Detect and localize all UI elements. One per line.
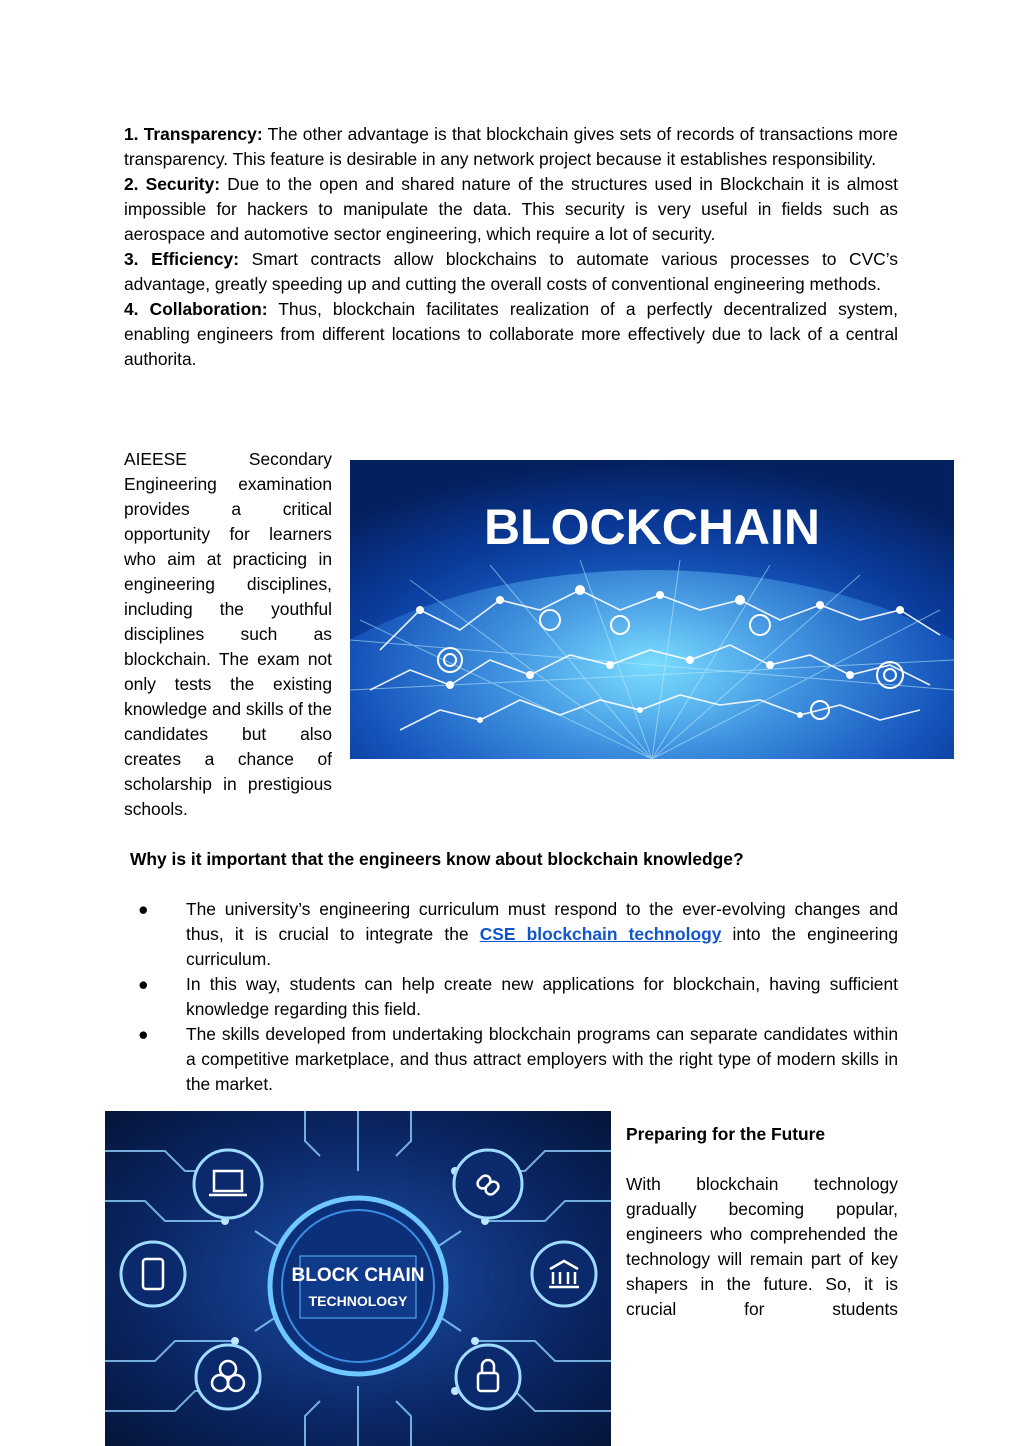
cse-blockchain-technology-link[interactable]: CSE blockchain technology — [479, 924, 722, 944]
future-paragraph: With blockchain technology gradually becoming popular, engineers who comprehended the technology will remain part of key shapers in the future. So, it is crucial for students — [626, 1174, 898, 1319]
aieese-paragraph: AIEESE Secondary Engineering examination provides a critical opportunity for learners who aim at practicing in engineering disciplines, including the youthful disciplines such as blockchain. The exam not only tests the existing knowledge and skills of the candidates but also creates a chance of scholarship in prestigious schools. — [124, 449, 332, 819]
list-item: ● In this way, students can help create new applications for blockchain, having sufficient knowledge regarding this field. — [138, 974, 898, 1019]
blockchain-technology-image — [105, 1111, 611, 1446]
advantages-list — [124, 122, 898, 372]
blockchain-globe-image — [350, 460, 954, 759]
list-item: ● The skills developed from undertaking blockchain programs can separate candidates within a competitive marketplace, and thus attract employers with the right type of modern skills in the market. — [138, 1024, 898, 1094]
advantage-collaboration: 4. Collaboration: Thus, blockchain facilitates realization of a perfectly decentralized system, enabling engineers from different locations to collaborate more effectively due to lack of a central authorita. — [124, 299, 898, 369]
tech-image-line2: TECHNOLOGY — [308, 1293, 408, 1309]
reasons-list — [124, 897, 898, 1097]
why-heading: Why is it important that the engineers know about blockchain knowledge? — [130, 849, 744, 869]
bullet-marker: ● — [138, 1024, 149, 1044]
bullet-marker: ● — [138, 974, 149, 994]
future-heading: Preparing for the Future — [626, 1124, 826, 1144]
tech-image-line1: BLOCK CHAIN — [291, 1265, 425, 1286]
list-item: ● The university’s engineering curriculum must respond to the ever-evolving changes and thus, it is crucial to integrate the CSE blockchain technology into the engineering curriculum. — [138, 899, 898, 969]
advantage-transparency: 1. Transparency: The other advantage is that blockchain gives sets of records of transactions more transparency. This feature is desirable in any network project because it establishes responsibility. — [124, 124, 898, 169]
advantage-security: 2. Security: Due to the open and shared nature of the structures used in Blockchain it is almost impossible for hackers to manipulate the data. This security is very useful in fields such as aerospace and automotive sector engineering, which require a lot of security. — [124, 174, 898, 244]
blockchain-image-title: BLOCKCHAIN — [483, 499, 821, 555]
advantage-efficiency: 3. Efficiency: Smart contracts allow blockchains to automate various processes to CVC’s advantage, greatly speeding up and cutting the overall costs of conventional engineering methods. — [124, 249, 898, 294]
bullet-marker: ● — [138, 899, 149, 919]
